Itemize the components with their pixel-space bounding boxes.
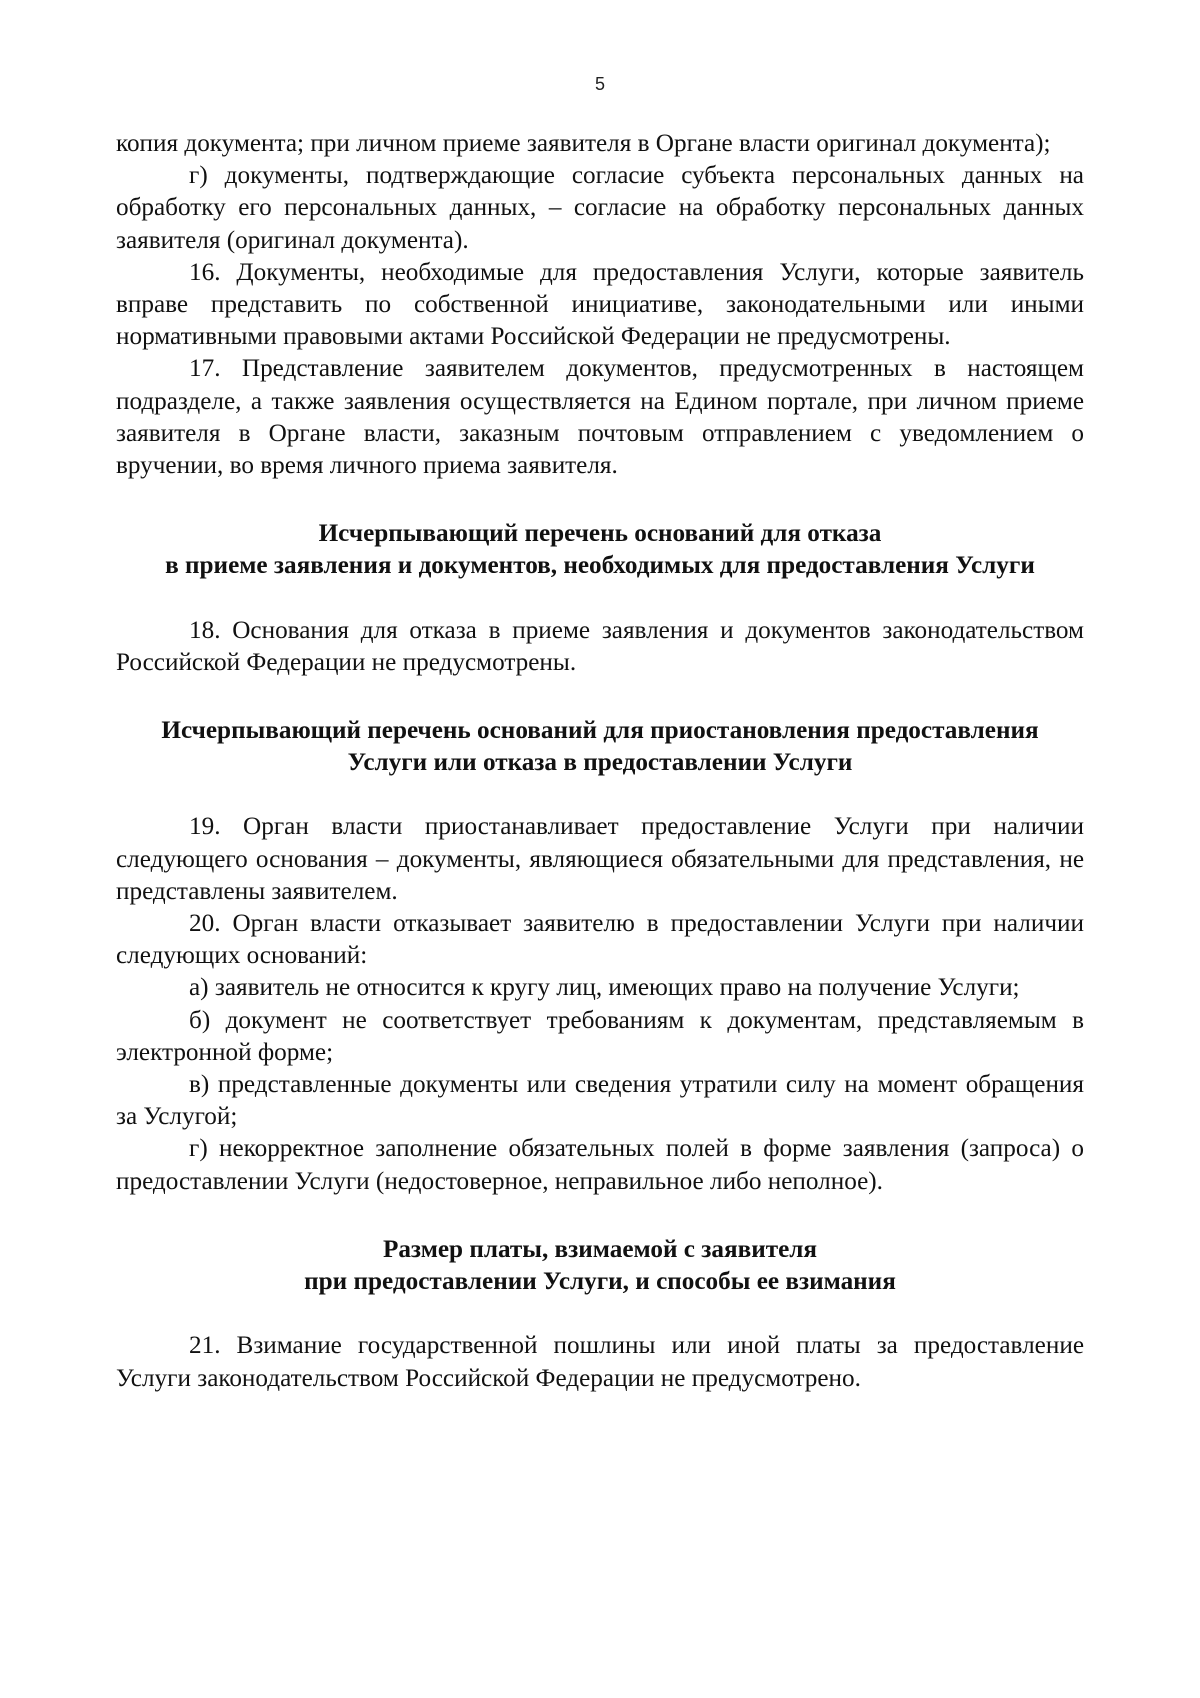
spacer	[116, 1298, 1084, 1330]
paragraph-17: 17. Представление заявителем документов, предусмотренных в настоящем подразделе, а также заявления осуществляется на Едином портале, при личном приеме заявителя в Органе власти, заказным почтовым отправлением с уведомлением о вручении, во время личного приема заявителя.	[116, 355, 1084, 480]
heading-line: при предоставлении Услуги, и способы ее взимания	[304, 1268, 896, 1296]
page-number: 5	[594, 74, 605, 94]
section-heading-suspension-refusal	[116, 715, 1084, 779]
document-body	[116, 128, 1084, 1395]
heading-line: Исчерпывающий перечень оснований для отказа	[318, 520, 882, 548]
heading-line: Услуги или отказа в предоставлении Услуги	[347, 749, 853, 777]
section-heading-fee	[116, 1234, 1084, 1298]
paragraph-20-v: в) представленные документы или сведения утратили силу на момент обращения за Услугой;	[116, 1071, 1084, 1131]
paragraph-continuation: копия документа; при личном приеме заявителя в Органе власти оригинал документа);	[116, 130, 1051, 157]
paragraph-20-b: б) документ не соответствует требованиям к документам, представляемым в электронной форме;	[116, 1006, 1084, 1066]
spacer	[116, 482, 1084, 518]
heading-line: Исчерпывающий перечень оснований для приостановления предоставления	[161, 717, 1039, 745]
spacer	[116, 583, 1084, 615]
paragraph-16: 16. Документы, необходимые для предоставления Услуги, которые заявитель вправе представить по собственной инициативе, законодательными или иными нормативными правовыми актами Российской Федерации не предусмотрены.	[116, 258, 1084, 351]
paragraph-20-a: а) заявитель не относится к кругу лиц, имеющих право на получение Услуги;	[189, 974, 1020, 1002]
paragraph-21: 21. Взимание государственной пошлины или иной платы за предоставление Услуги законодательством Российской Федерации не предусмотрено.	[116, 1332, 1084, 1392]
spacer	[116, 679, 1084, 715]
section-heading-refusal-acceptance	[116, 518, 1084, 582]
spacer	[116, 1198, 1084, 1234]
paragraph-20-g: г) некорректное заполнение обязательных полей в форме заявления (запроса) о предоставлении Услуги (недостоверное, неправильное либо неполное).	[116, 1135, 1084, 1195]
paragraph-19: 19. Орган власти приостанавливает предоставление Услуги при наличии следующего основания – документы, являющиеся обязательными для представления, не представлены заявителем.	[116, 813, 1084, 905]
heading-line: Размер платы, взимаемой с заявителя	[382, 1235, 818, 1263]
paragraph-20: 20. Орган власти отказывает заявителю в предоставлении Услуги при наличии следующих оснований:	[116, 910, 1084, 970]
paragraph-18: 18. Основания для отказа в приеме заявления и документов законодательством Российской Федерации не предусмотрены.	[116, 616, 1084, 676]
spacer	[116, 779, 1084, 811]
heading-line: в приеме заявления и документов, необходимых для предоставления Услуги	[165, 552, 1035, 580]
paragraph-item-g-consent: г) документы, подтверждающие согласие субъекта персональных данных на обработку его персональных данных, – согласие на обработку персональных данных заявителя (оригинал документа).	[116, 162, 1084, 254]
